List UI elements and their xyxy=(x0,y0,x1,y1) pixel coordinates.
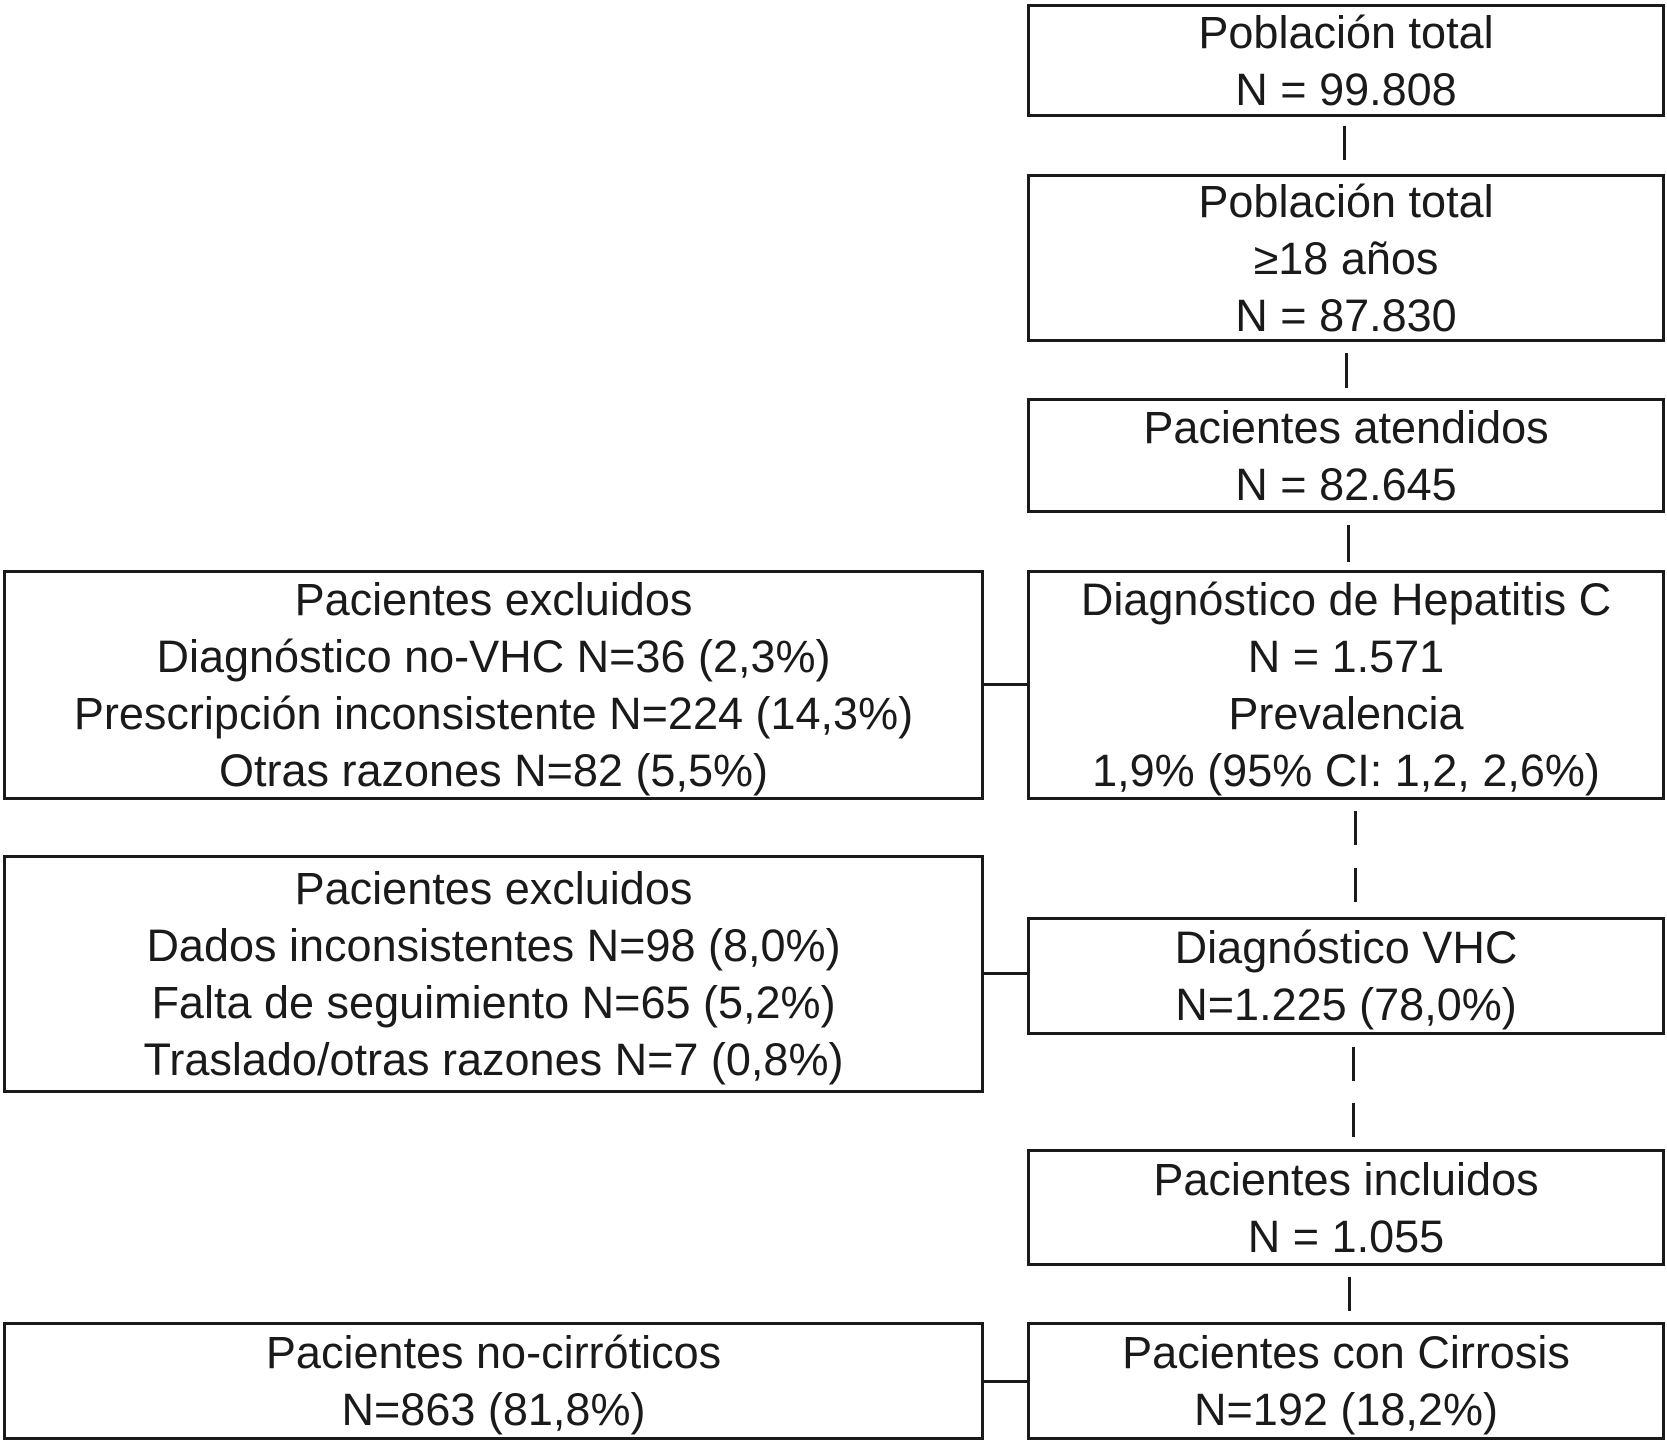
attended-patients-count: N = 82.645 xyxy=(1235,458,1457,510)
excluded-1-reason-other: Otras razones N=82 (5,5%) xyxy=(219,745,768,796)
included-patients-count: N = 1.055 xyxy=(1247,1210,1445,1262)
included-patients-title: Pacientes incluidos xyxy=(1153,1153,1539,1205)
adult-population-box xyxy=(1027,174,1665,342)
connector-total-to-adult xyxy=(1343,126,1346,160)
hepatitis-c-count: N = 1.571 xyxy=(1247,631,1445,682)
connector-hcv-to-included-a xyxy=(1352,1047,1355,1081)
cirrhosis-patients-count: N=192 (18,2%) xyxy=(1194,1384,1498,1435)
hcv-diagnosis-count: N=1.225 (78,0%) xyxy=(1175,979,1517,1030)
connector-hcv-to-included-b xyxy=(1352,1103,1355,1137)
adult-population-count: N = 87.830 xyxy=(1235,289,1457,341)
connector-included-to-cirrhosis xyxy=(1348,1277,1351,1311)
adult-population-age: ≥18 años xyxy=(1253,232,1439,284)
excluded-2-title: Pacientes excluidos xyxy=(294,863,693,914)
hepatitis-c-prevalence-value: 1,9% (95% CI: 1,2, 2,6%) xyxy=(1092,745,1600,796)
connector-attended-to-hepatitis xyxy=(1347,525,1350,562)
attended-patients-box xyxy=(1027,398,1665,513)
cirrhosis-patients-box xyxy=(1027,1322,1665,1440)
excluded-patients-box-2 xyxy=(3,855,984,1093)
connector-hepatitis-to-hcv-a xyxy=(1354,811,1357,845)
excluded-2-reason-data: Dados inconsistentes N=98 (8,0%) xyxy=(146,920,841,971)
hepatitis-c-diagnosis-box xyxy=(1027,570,1665,800)
hepatitis-c-title: Diagnóstico de Hepatitis C xyxy=(1080,574,1612,625)
connector-adult-to-attended xyxy=(1345,353,1348,388)
excluded-2-reason-followup: Falta de seguimiento N=65 (5,2%) xyxy=(151,977,836,1028)
hepatitis-c-prevalence-label: Prevalencia xyxy=(1228,688,1464,739)
excluded-1-title: Pacientes excluidos xyxy=(294,574,693,625)
total-population-count: N = 99.808 xyxy=(1235,63,1457,115)
connector-hepatitis-to-hcv-b xyxy=(1354,868,1357,902)
connector-hcv-to-excluded-2 xyxy=(984,972,1027,975)
non-cirrhotic-patients-box xyxy=(3,1322,984,1440)
non-cirrhotic-count: N=863 (81,8%) xyxy=(341,1384,646,1435)
excluded-1-reason-prescription: Prescripción inconsistente N=224 (14,3%) xyxy=(73,688,914,739)
excluded-2-reason-transfer: Traslado/otras razones N=7 (0,8%) xyxy=(143,1034,844,1085)
total-population-box xyxy=(1027,4,1665,117)
hcv-diagnosis-title: Diagnóstico VHC xyxy=(1174,922,1518,973)
included-patients-box xyxy=(1027,1149,1665,1266)
hcv-diagnosis-box xyxy=(1027,917,1665,1035)
excluded-1-reason-non-hcv: Diagnóstico no-VHC N=36 (2,3%) xyxy=(156,631,831,682)
cirrhosis-patients-title: Pacientes con Cirrosis xyxy=(1122,1327,1570,1378)
non-cirrhotic-title: Pacientes no-cirróticos xyxy=(265,1327,722,1378)
total-population-title: Población total xyxy=(1198,6,1494,58)
connector-cirrhosis-to-non-cirrhotic xyxy=(984,1380,1027,1383)
connector-hepatitis-to-excluded-1 xyxy=(984,683,1027,686)
attended-patients-title: Pacientes atendidos xyxy=(1143,401,1549,453)
adult-population-title: Población total xyxy=(1198,175,1494,227)
excluded-patients-box-1 xyxy=(3,570,984,800)
